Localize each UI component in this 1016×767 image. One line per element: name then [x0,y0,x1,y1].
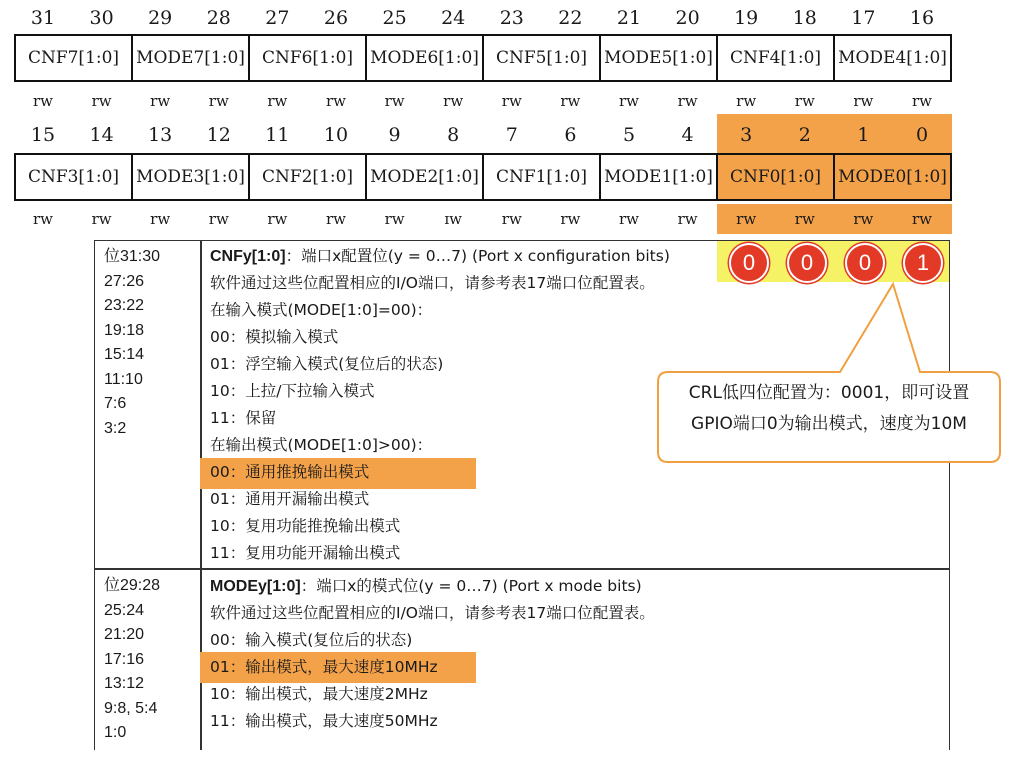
cnf-line: 01：浮空输入模式(复位后的状态) [210,355,444,373]
bit-number: 21 [616,7,642,29]
access-label: rw [911,210,932,228]
access-label: ɪw [444,210,462,228]
bit-range: 3:2 [104,419,127,437]
access-label: rw [267,92,288,110]
access-label: rw [91,92,112,110]
field-cnf2: CNF2[1:0] [250,155,367,199]
access-label: rw [150,92,171,110]
field-mode7: MODE7[1:0] [133,36,250,80]
access-label: rw [794,92,815,110]
cnf-line: 10：上拉/下拉输入模式 [210,382,375,400]
mode-line: 00：输入模式(复位后的状态) [210,631,413,649]
bit-number: 31 [30,7,56,29]
access-label: rw [677,210,698,228]
bit-number: 27 [265,7,290,29]
access-label: rw [501,210,522,228]
field-mode4: MODE4[1:0] [838,48,947,68]
bit-range: 位31:30 [104,248,161,265]
bit-range: 21:20 [104,626,145,643]
bit-range: 25:24 [104,601,145,619]
access-label: rw [325,92,346,110]
cnf-line: 00：通用推挽输出模式 [210,463,370,481]
cnf-line: 11：复用功能开漏输出模式 [210,544,401,562]
bit-range: 19:18 [104,321,145,339]
cnf-line: 在输出模式(MODE[1:0]>00)： [210,436,433,454]
bit-number: 3 [740,124,753,146]
access-label: rw [443,92,464,110]
field-cnf0: CNF0[1:0] [718,155,835,199]
access-label: rw [736,92,757,110]
bit-number: 4 [681,124,694,146]
mode-line: 11：输出模式，最大速度50MHz [210,712,438,730]
access-label: rw [325,210,346,228]
field-mode0: MODE0[1:0] [835,155,950,199]
bit-number: 23 [499,7,524,29]
field-cnf3: CNF3[1:0] [16,155,133,199]
field-mode2: MODE2[1:0] [367,155,484,199]
bit-number: 10 [323,124,349,146]
bit-range: 27:26 [104,272,145,290]
bit-number: 30 [89,7,114,29]
field-mode6: MODE6[1:0] [367,36,484,80]
callout-line: CRL低四位配置为：0001，即可设置 [688,383,970,403]
bit-number: 11 [265,124,290,146]
bit-range: 15:14 [104,346,145,363]
bit-number: 20 [675,7,700,29]
bit-number: 17 [851,7,876,29]
access-label: rw [618,210,639,228]
bit-number: 2 [798,124,811,146]
bit-number: 22 [558,7,583,29]
callout-line: GPIO端口0为输出模式，速度为10M [691,414,967,434]
field-cnf5: CNF5[1:0] [484,36,601,80]
bit-number: 15 [30,124,56,146]
callout-text [660,378,998,440]
bit-number: 7 [505,124,518,146]
access-label: rw [853,210,874,228]
access-label: rw [794,210,815,228]
access-label: rw [150,210,171,228]
mode-line: 01：输出模式，最大速度10MHz [210,658,438,676]
bit-number: 5 [622,124,636,146]
bit-number: 0 [915,124,929,146]
access-label: rw [91,210,112,228]
bit-number: 13 [148,124,173,146]
bit-number: 24 [441,7,466,29]
bit-number: 8 [447,124,460,146]
field-mode3: MODE3[1:0] [133,155,250,199]
access-label: rw [911,92,932,110]
config-bit-circle: 0 [845,243,885,283]
access-label: rw [736,210,757,228]
access-label: rw [32,92,53,110]
field-cnf7: CNF7[1:0] [16,36,133,80]
field-cnf1: CNF1[1:0] [484,155,601,199]
config-bit-circle: 1 [903,243,943,283]
access-label: rw [560,92,581,110]
field-cnf4: CNF4[1:0] [718,36,835,80]
bit-number: 1 [857,124,870,146]
access-label: rw [384,92,405,110]
bit-range: 1:0 [104,724,127,741]
cnf-line: 软件通过这些位配置相应的I/O端口，请参考表17端口位配置表。 [210,274,655,292]
access-label: rw [208,210,229,228]
cnf-line: 00：模拟输入模式 [210,328,339,346]
config-bit-circle: 0 [787,243,827,283]
cnf-line: 在输入模式(MODE[1:0]=00)： [210,301,433,319]
field-cnf6: CNF6[1:0] [250,36,367,80]
bit-number: 19 [734,7,759,29]
bit-number: 12 [206,124,231,146]
access-label: rw [208,92,229,110]
cnf-line: 01：通用开漏输出模式 [210,490,370,508]
cnf-title-bold: CNFy[1:0] [210,248,286,265]
mode-title-rest: ：端口x的模式位(y = 0…7) (Port x mode bits) [300,577,642,595]
access-label: rw [32,210,53,228]
bit-range: 位29:28 [104,577,161,594]
field-mode1: MODE1[1:0] [601,155,718,199]
access-label: rw [853,92,874,110]
bit-number: 28 [206,7,231,29]
field-mode5: MODE5[1:0] [601,36,718,80]
bit-range: 23:22 [104,297,145,314]
bit-number: 6 [564,124,577,146]
bit-range: 9:8, 5:4 [104,699,158,717]
bit-number: 26 [323,7,349,29]
access-label: rw [384,210,405,228]
bit-range: 7:6 [104,395,127,412]
access-label: rw [618,92,639,110]
access-label: rw [677,92,698,110]
bit-number: 9 [388,124,401,146]
cnf-line: 10：复用功能推挽输出模式 [210,517,401,535]
access-label: rw [267,210,288,228]
mode-line: 10：输出模式，最大速度2MHz [210,685,428,703]
bit-range: 11:10 [104,370,143,388]
bit-number: 14 [89,124,114,146]
cnf-title-rest: ：端口x配置位(y = 0…7) (Port x configuration bits) [285,247,670,265]
bit-number: 25 [382,7,407,29]
bit-range: 17:16 [104,650,145,668]
access-label: rw [560,210,581,228]
bit-number: 18 [792,7,817,29]
config-bit-circle: 0 [729,243,769,283]
access-label: rw [501,92,522,110]
bit-range: 13:12 [104,675,145,692]
bit-number: 29 [148,7,173,29]
bit-number: 16 [909,7,935,29]
mode-line: 软件通过这些位配置相应的I/O端口，请参考表17端口位配置表。 [210,604,655,622]
cnf-line: 11：保留 [210,409,277,427]
mode-title-bold: MODEy[1:0] [210,578,301,595]
